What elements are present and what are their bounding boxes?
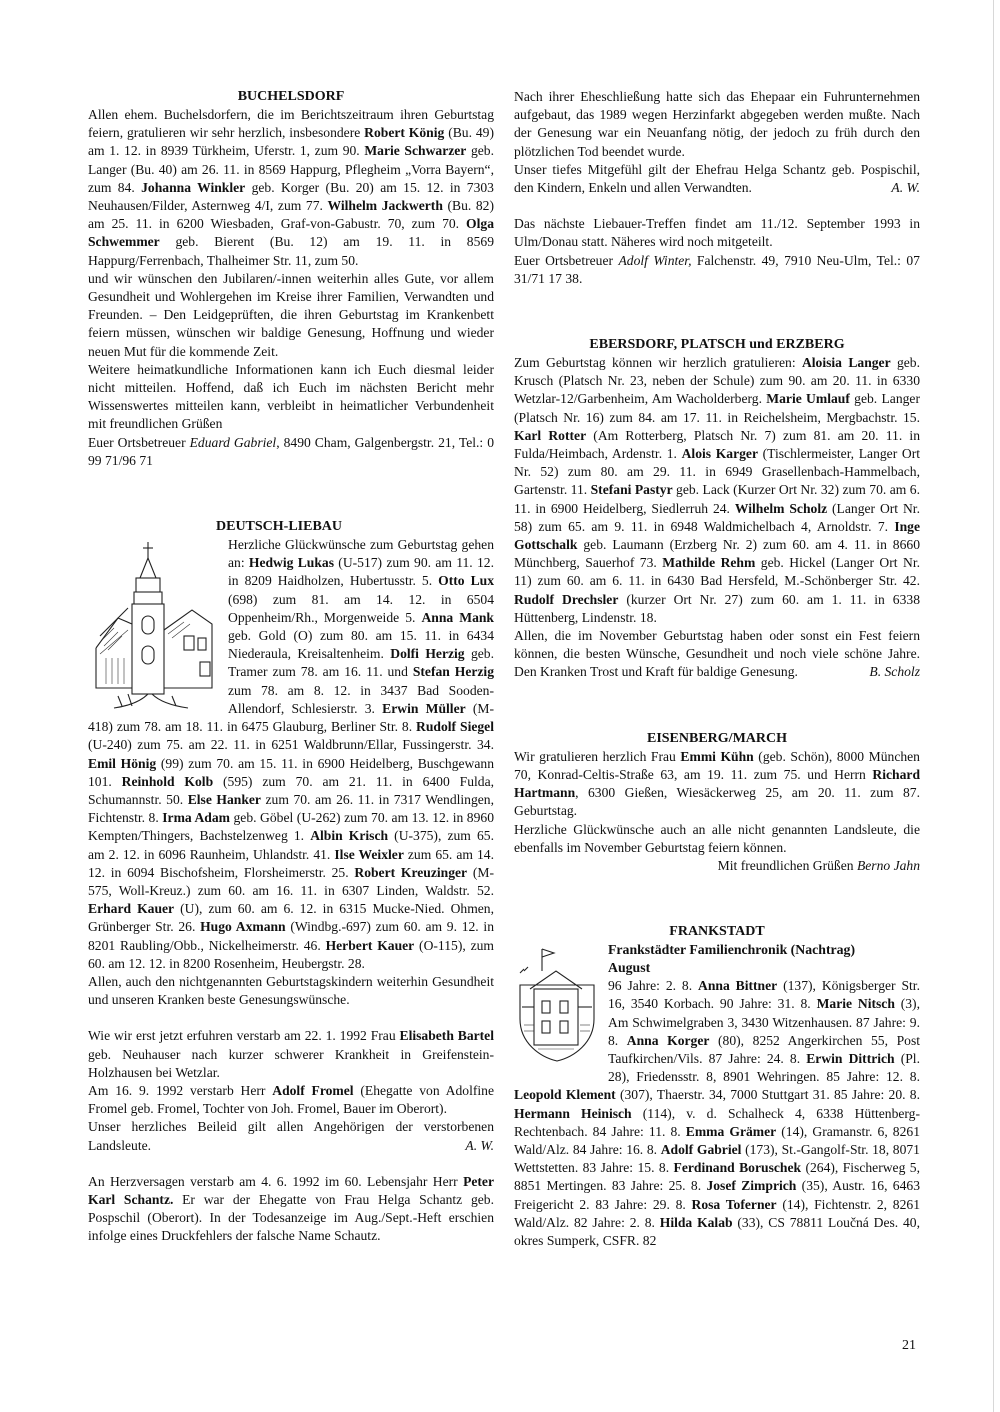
bold-name: Adolf Fromel <box>272 1082 354 1098</box>
signature-b-scholz: B. Scholz <box>869 664 920 680</box>
deutsch-liebau-condolence: Unser herzliches Beileid gilt allen Angehörigen der verstorbenen Landsleute. A. W. <box>88 1118 494 1154</box>
bold-name: Reinhold Kolb <box>121 773 214 789</box>
bold-name: Hermann Heinisch <box>514 1105 632 1121</box>
bold-name: Karl Rotter <box>514 427 587 443</box>
bold-name: Inge Gottschalk <box>514 518 920 553</box>
bold-name: Anna Korger <box>626 1032 710 1048</box>
bold-name: Erwin Müller <box>382 700 466 716</box>
bold-name: Richard Hartmann <box>514 766 920 801</box>
deutsch-liebau-obituary-schantz: An Herzversagen verstarb am 4. 6. 1992 im 60. Lebensjahr Herr Peter Karl Schantz. Er war der Ehegatte von Frau Helga Schantz geb. Pospschil (Oberort). In der Todesanzeige im Aug./Sept.-Heft erschien infolge eines Druckfehlers der falsche Name Schautz. <box>88 1173 494 1244</box>
section-heading-deutsch-liebau: DEUTSCH-LIEBAU <box>216 519 343 535</box>
bold-name: Marie Umlauf <box>766 391 850 407</box>
buchelsdorf-signature: Euer Ortsbetreuer Eduard Gabriel, 8490 Cham, Galgenbergstr. 21, Tel.: 0 99 71/96 71 <box>88 434 494 468</box>
church-drawing-icon <box>88 538 220 710</box>
italic-name: Adolf Winter, <box>618 252 692 268</box>
bold-name: Emmi Kühn <box>680 748 754 764</box>
eisenberg-birthdays: Wir gratulieren herzlich Frau Emmi Kühn (geb. Schön), 8000 München 70, Konrad-Celtis-Straße 63, am 19. 11. zum 75. und Herrn Richard Hartmann, 6300 Gießen, Wiesäckerweg 25, am 20. 11. zum 87. Geburtstag. <box>514 748 920 819</box>
bold-name: Hugo Axmann <box>200 919 286 935</box>
bold-name: Aloisia Langer <box>801 355 891 371</box>
bold-name: Anna Mank <box>421 609 494 625</box>
section-heading-frankstadt: FRANKSTADT <box>669 924 765 940</box>
bold-name: Josef Zimprich <box>706 1178 797 1194</box>
church-illustration <box>88 538 220 715</box>
bold-name: Ferdinand Boruschek <box>673 1160 802 1176</box>
page-number: 21 <box>902 1338 916 1353</box>
right-column <box>514 88 920 1250</box>
bold-name: Olga Schwemmer <box>88 216 494 250</box>
deutsch-liebau-obituary-fromel: Am 16. 9. 1992 verstarb Herr Adolf Fromel (Ehegatte von Adolfine Fromel geb. Fromel, Tochter von Joh. Fromel, Bauer im Oberort). <box>88 1082 494 1117</box>
section-heading-ebersdorf: EBERSDORF, PLATSCH und ERZBERG <box>589 337 845 353</box>
bold-name: Irma Adam <box>162 810 230 826</box>
bold-name: Marie Schwarzer <box>364 143 467 159</box>
bold-name: Hilda Kalab <box>659 1214 733 1230</box>
bold-name: Wilhelm Scholz <box>734 500 828 516</box>
bold-name: Johanna Winkler <box>141 179 246 195</box>
bold-name: Erwin Dittrich <box>806 1050 895 1066</box>
deutsch-liebau-signature: Euer Ortsbetreuer Adolf Winter, Falchenstr. 49, 7910 Neu-Ulm, Tel.: 07 31/71 17 38. <box>514 252 920 286</box>
signature-aw-1: A. W. <box>465 1137 494 1153</box>
bold-name: Leopold Klement <box>514 1087 616 1103</box>
bold-name: Adolf Gabriel <box>660 1141 742 1157</box>
italic-name: Berno Jahn <box>856 857 920 873</box>
bold-name: Anna Bittner <box>698 978 778 994</box>
bold-name: Robert König <box>364 125 445 141</box>
deutsch-liebau-birthdays: Herzliche Glückwünsche zum Geburtstag gehen an: Hedwig Lukas (U-517) zum 90. am 11. 12. in 8209 Haidholzen, Hubertusstr. 5. Otto Lux (698) zum 81. am 14. 12. in 6504 Oppenheim/Rh., Morgenweide 5. Anna Mank geb. Gold (O) zum 80. am 15. 11. in 6434 Niederaula, Kreisaltenheim. Dolfi Herzig geb. Tramer zum 78. am 16. 11. und Stefan Herzig zum 78. am 8. 12. in 3437 Bad Sooden-Allendorf, Schlesierstr. 3. Erwin Müller (M-418) zum 78. am 18. 11. in 6475 Glauburg, Berliner Str. 8. Rudolf Siegel (U-240) zum 75. am 22. 11. in 6251 Waldbrunn/Ellar, Fussingerstr. 34. Emil Hönig (99) zum 70. am 15. 11. in 6900 Heidelberg, Buschgewann 101. Reinhold Kolb (595) zum 70. am 21. 11. in 6400 Fulda, Schumannstr. 50. Else Hanker zum 70. am 26. 11. in 7317 Wendlingen, Fichtenstr. 8. Irma Adam geb. Göbel (U-262) zum 70. am 13. 12. in 8960 Kempten/Thingers, Bachstelzenweg 1. Albin Krisch (U-375), zum 65. am 2. 12. in 6096 Raunheim, Uhlandstr. 41. Ilse Weixler zum 65. am 14. 12. in 6094 Bischofsheim, Florsheimerstr. 25. Robert Kreuzinger (M-575, Woll-Kreuz.) zum 60. am 16. 11. in 6307 Linden, Waldstr. 52. Erhard Kauer (U), zum 60. am 6. 12. in 6315 Mucke-Nied. Ohmen, Grünberger Str. 26. Hugo Axmann (Windbg.-697) zum 60. am 9. 12. in 8201 Raubling/Obb., Nickelheimerstr. 46. Herbert Kauer (O-115), zum 60. am 12. 12. in 8200 Rosenheim, Heubergstr. 28. <box>88 537 495 971</box>
bold-name: Dolfi Herzig <box>390 646 465 662</box>
deutsch-liebau-wishes: Allen, auch den nichtgenannten Geburtstagskindern weiterhin Gesundheit und unseren Kranken beste Genesungswünsche. <box>88 973 494 1008</box>
bold-name: Rudolf Siegel <box>416 719 494 735</box>
frankstadt-subheading: Frankstädter Familienchronik (Nachtrag) <box>608 942 856 958</box>
bold-name: Herbert Kauer <box>325 937 415 953</box>
eisenberg-signature: Mit freundlichen Grüßen Berno Jahn <box>717 857 920 873</box>
frankstadt-month: August <box>608 960 651 976</box>
buchelsdorf-birthdays: Allen ehem. Buchelsdorfern, die im Berichtszeitraum ihren Geburtstag feiern, gratulieren wir sehr herzlich, insbesondere Robert König (Bu. 49) am 1. 12. in 8939 Türkheim, Uferstr. 1, zum 90. Marie Schwarzer geb. Langer (Bu. 40) am 26. 11. in 8569 Happurg, Pflegheim „Vorra Bayern“, zum 84. Johanna Winkler geb. Korger (Bu. 20) am 15. 12. in 7303 Neuhausen/Filder, Asternweg 4/I, zum 77. Wilhelm Jackwerth (Bu. 82) am 25. 11. in 6200 Wiesbaden, Graf-von-Gabustr. 70, zum 70. Olga Schwemmer geb. Bierent (Bu. 12) am 19. 11. in 8569 Happurg/Ferrenbach, Thalheimer Str. 11, zum 50. <box>88 107 494 268</box>
crest-drawing-icon <box>514 945 600 1063</box>
buchelsdorf-wishes: und wir wünschen den Jubilaren/-innen weiterhin alles Gute, vor allem Gesundheit und Wohlergehen im Kreise ihrer Familien, Verwandten und Freunden. – Den Leidgeprüften, die ihren Geburtstag im Krankenbett feiern müssen, wünschen wir baldige Genesung, Hoffnung und wieder neuen Mut für die kommende Zeit. <box>88 270 494 359</box>
bold-name: Alois Karger <box>681 446 758 462</box>
page-edge-line <box>993 0 994 1412</box>
deutsch-liebau-schantz-sympathy: Unser tiefes Mitgefühl gilt der Ehefrau Helga Schantz geb. Pospischil, den Kindern, Enkeln und allen Verwandten. A. W. <box>514 161 920 197</box>
section-heading-eisenberg: EISENBERG/MARCH <box>646 730 788 746</box>
bold-name: Emil Hönig <box>88 755 157 771</box>
bold-name: Albin Krisch <box>310 828 389 844</box>
signature-aw-2: A. W. <box>891 180 920 196</box>
bold-name: Stefan Herzig <box>412 664 494 680</box>
bold-name: Stefani Pastyr <box>590 482 673 498</box>
deutsch-liebau-meeting: Das nächste Liebauer-Treffen findet am 11./12. September 1993 in Ulm/Donau statt. Näheres wird noch mitgeteilt. <box>514 216 920 250</box>
eisenberg-wishes: Herzliche Glückwünsche auch an alle nicht genannten Landsleute, die ebenfalls im November Geburtstag feiern können. <box>514 821 920 855</box>
bold-name: Else Hanker <box>187 791 261 807</box>
bold-name: Elisabeth Bartel <box>399 1028 494 1044</box>
frankstadt-chronicle: 96 Jahre: 2. 8. Anna Bittner (137), Königsberger Str. 16, 3540 Korbach. 90 Jahre: 31. 8. Marie Nitsch (3), Am Schwimelgraben 3, 3430 Witzenhausen. 87 Jahre: 9. 8. Anna Korger (80), 8252 Angerkirchen 55, Post Taufkirchen/Vils. 87 Jahre: 24. 8. Erwin Dittrich (Pl. 28), Friedensstr. 8, 8901 Wehringen. 85 Jahre: 12. 8. Leopold Klement (307), Thaerstr. 34, 7000 Stuttgart 31. 85 Jahre: 20. 8. Hermann Heinisch (114), v. d. Schalheck 4, 6338 Hüttenberg-Rechtenbach. 84 Jahre: 11. 8. Emma Grämer (14), Gramanstr. 6, 8261 Wald/Alz. 84 Jahre: 16. 8. Adolf Gabriel (173), St.-Gangolf-Str. 18, 8071 Wettstetten. 83 Jahre: 15. 8. Ferdinand Boruschek (264), Fischerweg 5, 8851 Mertingen. 83 Jahre: 25. 8. Josef Zimprich (35), Austr. 16, 6463 Freigericht 2. 83 Jahre: 29. 8. Rosa Toferner (14), Fichtenstr. 2, 8261 Wald/Alz. 82 Jahre: 2. 8. Hilda Kalab (33), CS 78811 Loučná Des. 40, okres Sumperk, CSFR. 82 <box>514 978 921 1248</box>
bold-name: Mathilde Rehm <box>662 555 756 571</box>
bold-name: Rosa Toferner <box>691 1196 777 1212</box>
bold-name: Robert Kreuzinger <box>354 864 468 880</box>
deutsch-liebau-schantz-history: Nach ihrer Eheschließung hatte sich das Ehepaar ein Fuhrunternehmen aufgebaut, das 1989 wegen Herzinfarkt abgegeben werden mußte. Nach der Genesung war ein Neuanfang nötig, der jedoch zu früh durch den plötzlichen Tod beendet wurde. <box>514 89 920 159</box>
bold-name: Ilse Weixler <box>334 846 404 862</box>
section-heading-buchelsdorf: BUCHELSDORF <box>237 89 345 104</box>
buchelsdorf-closing: Weitere heimatkundliche Informationen kann ich Euch diesmal leider nicht mitteilen. Hoffend, daß ich Euch im nächsten Bericht mehr Wissenswertes mitteilen kann, verbleibt in heimatlicher Verbundenheit mit freundlichen Grüßen <box>88 361 494 432</box>
bold-name: Peter Karl Schantz. <box>88 1173 494 1207</box>
bold-name: Marie Nitsch <box>816 996 895 1012</box>
bold-name: Otto Lux <box>438 573 494 589</box>
town-crest-illustration <box>514 945 600 1068</box>
italic-name: Eduard Gabriel <box>189 434 277 450</box>
bold-name: Emma Grämer <box>685 1123 777 1139</box>
bold-name: Wilhelm Jackwerth <box>327 198 443 214</box>
bold-name: Erhard Kauer <box>88 901 175 917</box>
deutsch-liebau-obituary-bartel: Wie wir erst jetzt erfuhren verstarb am 22. 1. 1992 Frau Elisabeth Bartel geb. Neuhauser nach kurzer schwerer Krankheit in Greifenstein-Holzhausen bei Wetzlar. <box>88 1028 494 1080</box>
ebersdorf-wishes: Allen, die im November Geburtstag haben oder sonst ein Fest feiern können, die besten Wünsche, Gesundheit und noch viele schöne Jahre. Den Kranken Trost und Kraft für baldige Genesung. B. Scholz <box>514 627 920 682</box>
ebersdorf-birthdays: Zum Geburtstag können wir herzlich gratulieren: Aloisia Langer geb. Krusch (Platsch Nr. 23, neben der Schule) zum 90. am 20. 11. in 6330 Wetzlar-12/Garbenheim, Am Wacholderberg. Marie Umlauf geb. Langer (Platsch Nr. 16) zum 84. am 17. 11. in Reichelsheim, Mergbachstr. 15. Karl Rotter (Am Rotterberg, Platsch Nr. 7) zum 81. am 20. 11. in Fulda/Heimbach, Ardenstr. 1. Alois Karger (Tischlermeister, Langer Ort Nr. 52) zum 80. am 29. 11. in 6949 Grasellenbach-Hammelbach, Gartenstr. 11. Stefani Pastyr geb. Lack (Kurzer Ort Nr. 32) zum 70. am 6. 11. in 6900 Heidelberg, Siedlerruh 24. Wilhelm Scholz (Langer Ort Nr. 58) zum 65. am 9. 11. in 6948 Waldmichelbach 4, Arnoldstr. 7. Inge Gottschalk geb. Laumann (Erzberg Nr. 2) zum 60. am 4. 11. in 8660 Münchberg, Sauerhof 73. Mathilde Rehm geb. Hickel (Langer Ort Nr. 11) zum 60. am 6. 11. in 6430 Bad Hersfeld, M.-Schönberger Str. 42. Rudolf Drechsler (kurzer Ort Nr. 27) zum 60. am 1. 11. in 6338 Hüttenberg, Lindenstr. 18. <box>514 355 921 625</box>
left-column <box>88 88 494 1246</box>
bold-name: Hedwig Lukas <box>248 555 335 571</box>
bold-name: Rudolf Drechsler <box>514 591 619 607</box>
